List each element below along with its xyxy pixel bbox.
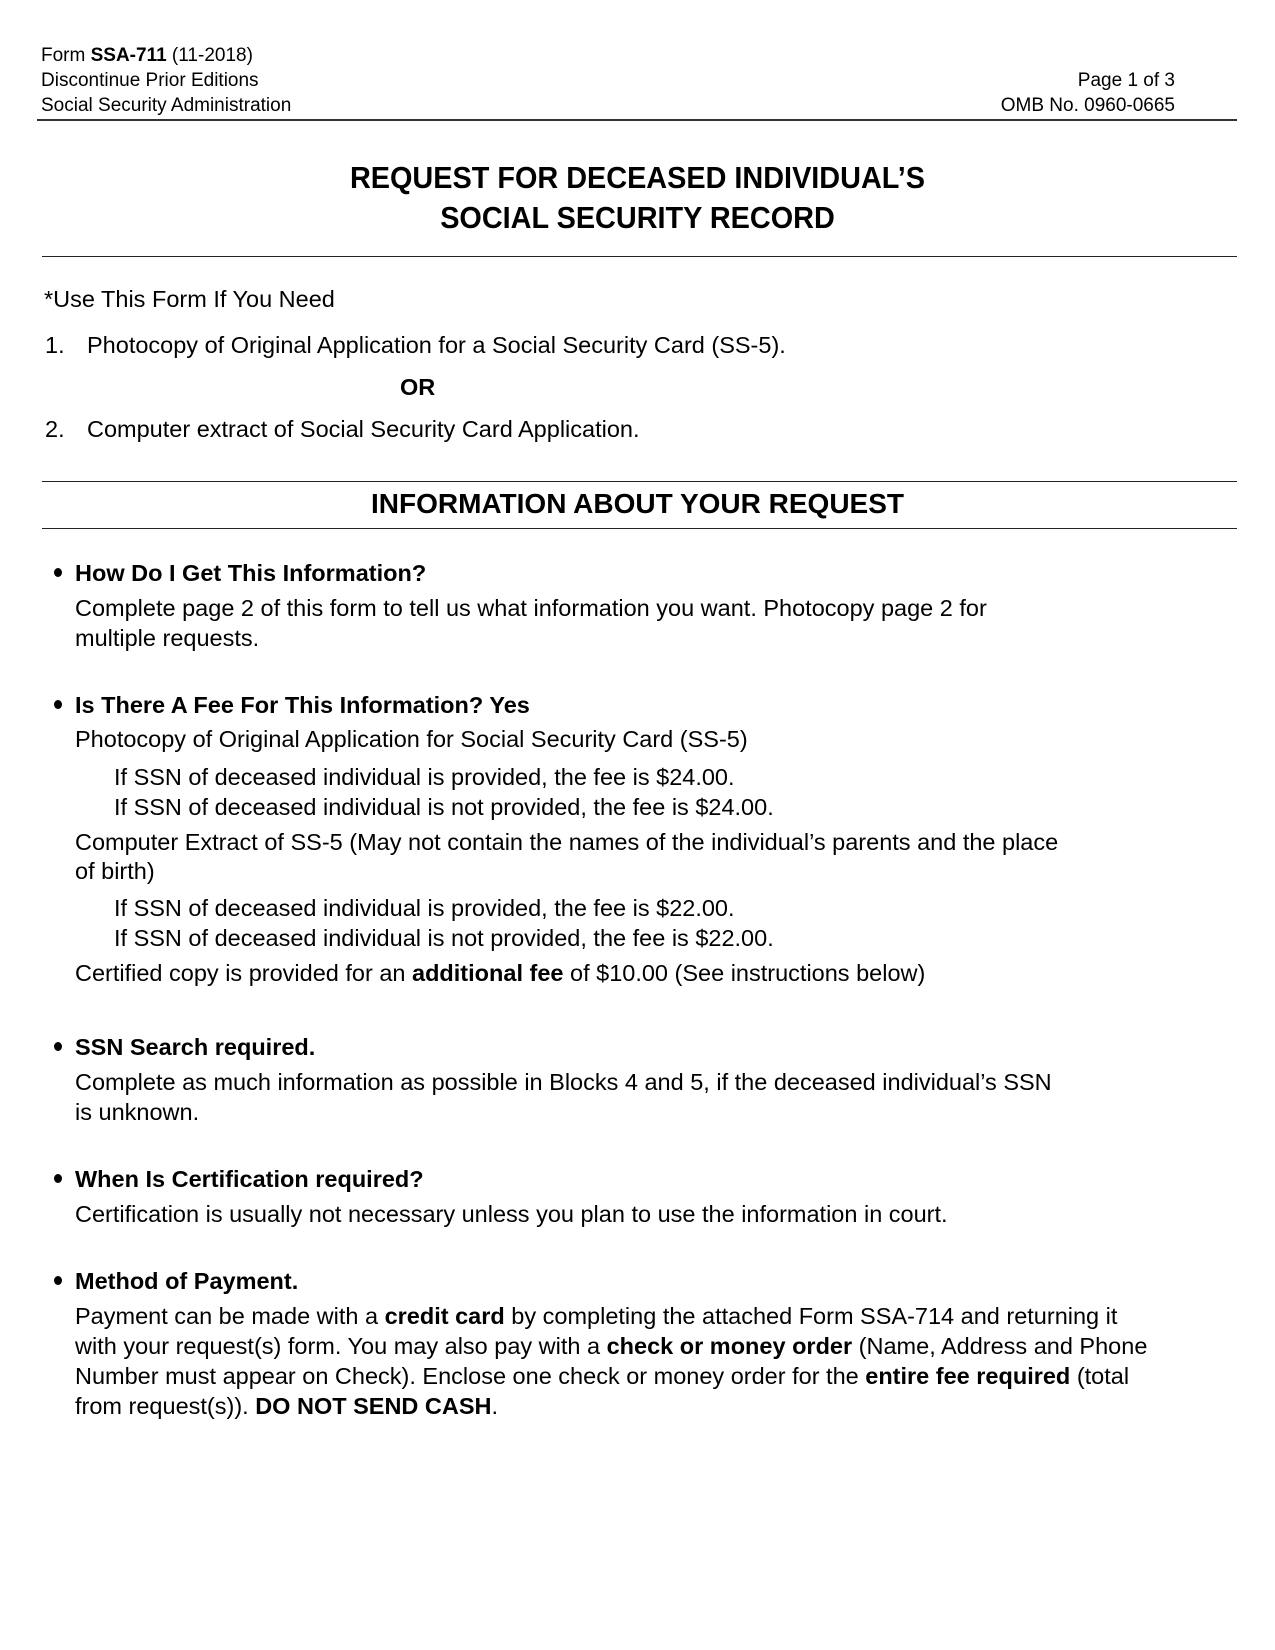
list-item-computer-extract: Computer extract of Social Security Card Application. bbox=[87, 416, 640, 442]
omb-number: OMB No. 0960-0665 bbox=[1000, 95, 1175, 116]
certification-heading: When Is Certification required? bbox=[75, 1166, 424, 1192]
page-title-line2: SOCIAL SECURITY RECORD bbox=[440, 200, 835, 235]
fee-certified-copy: Certified copy is provided for an additional fee of $10.00 (See instructions below) bbox=[75, 960, 926, 986]
list-number-2: 2. bbox=[45, 416, 65, 442]
certification-text: Certification is usually not necessary unless you plan to use the information in court. bbox=[75, 1201, 948, 1227]
list-number-1: 1. bbox=[45, 332, 65, 358]
payment-text-line4: from request(s)). DO NOT SEND CASH. bbox=[75, 1393, 499, 1419]
bullet-icon bbox=[54, 700, 62, 709]
form-number: SSA-711 bbox=[90, 45, 167, 66]
how-text-line1: Complete page 2 of this form to tell us what information you want. Photocopy page 2 for bbox=[75, 595, 987, 621]
title-divider bbox=[42, 256, 1237, 257]
how-heading: How Do I Get This Information? bbox=[75, 560, 427, 586]
payment-text-line1: Payment can be made with a credit card by completing the attached Form SSA-714 and returning it bbox=[75, 1303, 1118, 1329]
section-title-information: INFORMATION ABOUT YOUR REQUEST bbox=[370, 488, 905, 519]
form-id: Form SSA-711 (11-2018) bbox=[41, 45, 253, 66]
section-divider-bottom bbox=[42, 528, 1237, 529]
fee-photocopy-ssn-not-provided: If SSN of deceased individual is not provided, the fee is $24.00. bbox=[114, 794, 774, 820]
form-header-left bbox=[41, 43, 291, 118]
fee-extract-ssn-not-provided: If SSN of deceased individual is not provided, the fee is $22.00. bbox=[114, 925, 774, 951]
or-separator: OR bbox=[400, 374, 436, 400]
fee-photocopy-ssn-provided: If SSN of deceased individual is provided, the fee is $24.00. bbox=[114, 764, 735, 790]
header-divider bbox=[37, 119, 1237, 121]
fee-photocopy-label: Photocopy of Original Application for Social Security Card (SS-5) bbox=[75, 726, 748, 752]
agency-name: Social Security Administration bbox=[41, 95, 292, 116]
page-number: Page 1 of 3 bbox=[1077, 70, 1175, 91]
bullet-icon bbox=[54, 568, 62, 577]
ssn-search-text-line2: is unknown. bbox=[75, 1099, 200, 1125]
list-item-photocopy: Photocopy of Original Application for a Social Security Card (SS-5). bbox=[87, 332, 786, 358]
bullet-icon bbox=[54, 1276, 62, 1285]
fee-extract-label-line1: Computer Extract of SS-5 (May not contain the names of the individual’s parents and the place bbox=[75, 829, 1059, 855]
fee-extract-label-line2: of birth) bbox=[75, 858, 155, 884]
form-header-right bbox=[1001, 68, 1175, 118]
ssn-search-text-line1: Complete as much information as possible in Blocks 4 and 5, if the deceased individual’s SSN bbox=[75, 1069, 1052, 1095]
fee-extract-ssn-provided: If SSN of deceased individual is provided, the fee is $22.00. bbox=[114, 895, 735, 921]
bullet-icon bbox=[54, 1042, 62, 1051]
ssn-search-heading: SSN Search required. bbox=[75, 1034, 316, 1060]
discontinue-notice: Discontinue Prior Editions bbox=[41, 70, 259, 91]
fee-heading: Is There A Fee For This Information? Yes bbox=[75, 692, 530, 718]
payment-text-line2: with your request(s) form. You may also pay with a check or money order (Name, Address and Phone bbox=[75, 1333, 1148, 1359]
page-title-line1: REQUEST FOR DECEASED INDIVIDUAL’S bbox=[349, 160, 926, 195]
bullet-icon bbox=[54, 1174, 62, 1183]
use-form-intro: *Use This Form If You Need bbox=[44, 286, 335, 312]
payment-text-line3: Number must appear on Check). Enclose one check or money order for the entire fee required (total bbox=[75, 1363, 1130, 1389]
payment-heading: Method of Payment. bbox=[75, 1268, 299, 1294]
section-divider-top bbox=[42, 481, 1237, 482]
how-text-line2: multiple requests. bbox=[75, 625, 260, 651]
